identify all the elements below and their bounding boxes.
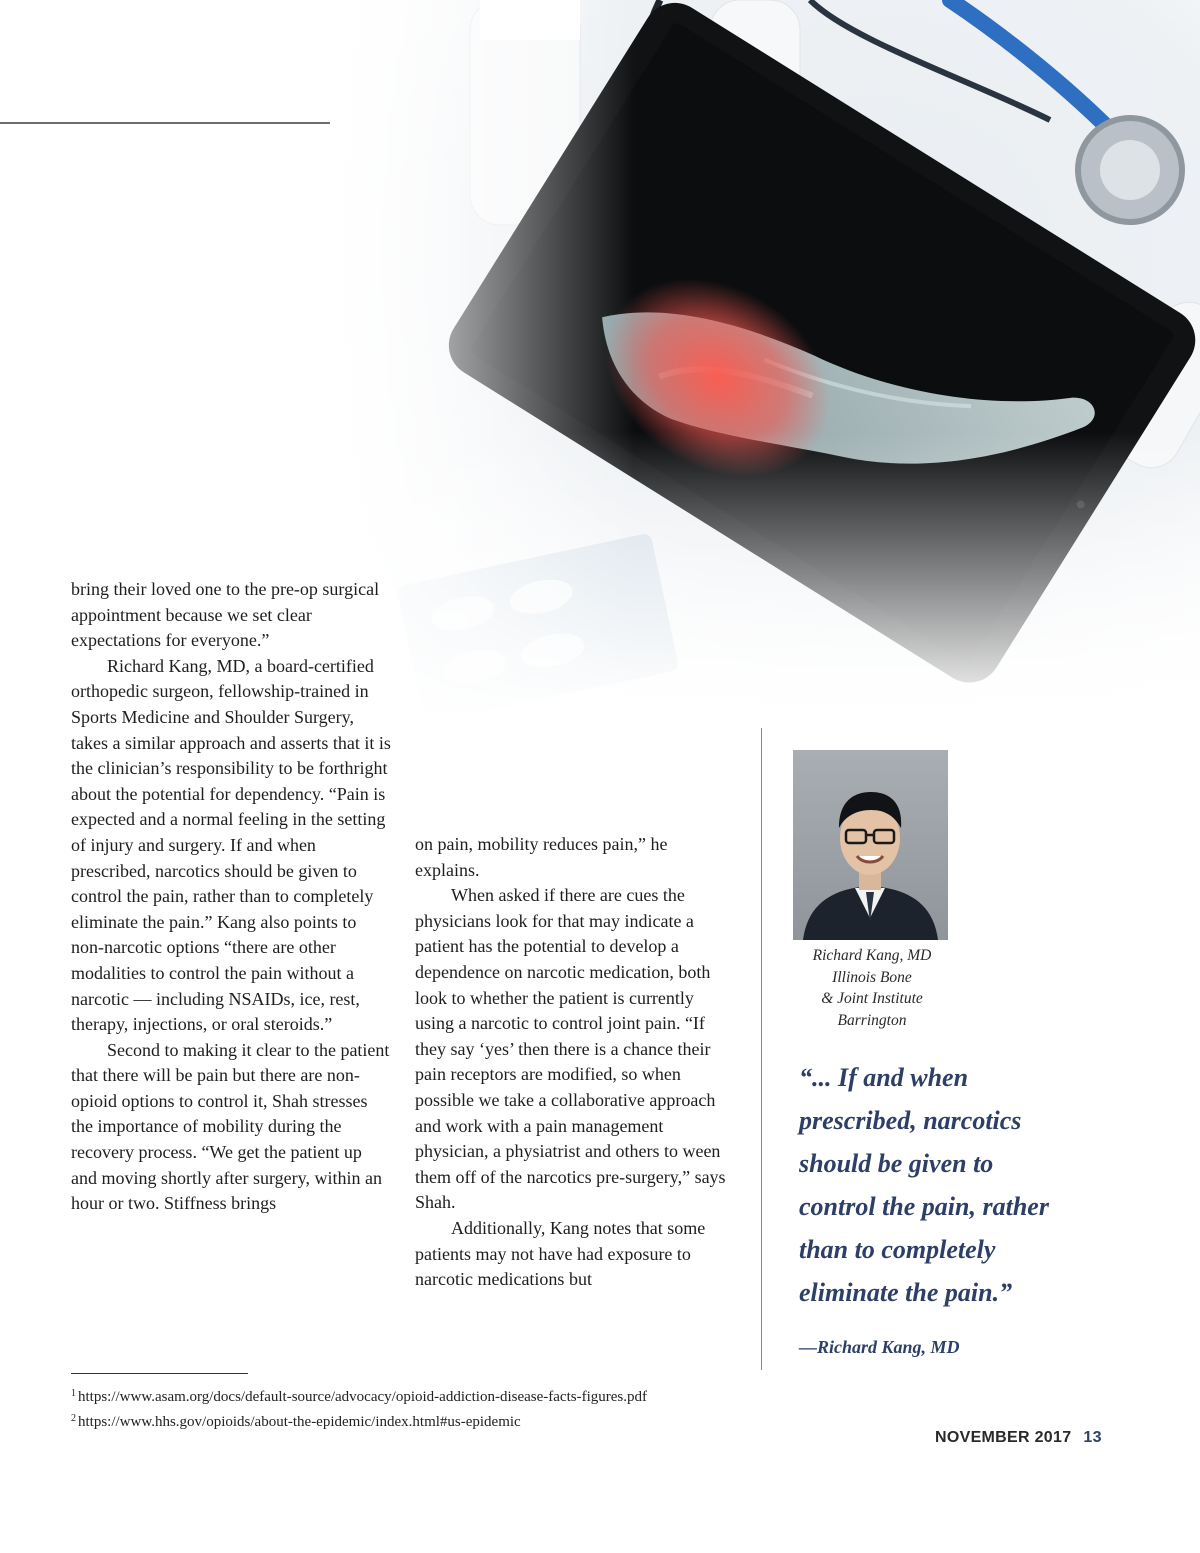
pull-quote-line: should be given to — [799, 1149, 994, 1178]
pull-quote — [799, 1056, 1099, 1314]
paragraph: on pain, mobility reduces pain,” he explains. — [415, 834, 668, 880]
paragraph: Richard Kang, MD, a board-certified orthopedic surgeon, fellowship-trained in Sports Medicine and Shoulder Surgery, takes a similar approach and asserts that it is the clinician’s responsibility to be forthright about the potential for dependency. “Pain is expected and a normal feeling in the setting of injury and surgery. If and when prescribed, narcotics should be given to control the pain, rather than to completely eliminate the pain.” Kang also points to non-narcotic options “there are other modalities to control the pain without a narcotic — including NSAIDs, ice, rest, therapy, injections, or oral steroids.” — [71, 655, 391, 1035]
caption-line: Richard Kang, MD — [812, 947, 932, 964]
footnote-rule — [71, 1373, 248, 1374]
caption-line: Illinois Bone — [832, 968, 912, 986]
issue-date: NOVEMBER 2017 — [935, 1429, 1072, 1446]
pull-quote-attribution: —Richard Kang, MD — [799, 1337, 960, 1357]
article-column-middle — [415, 832, 735, 1293]
footnote-link[interactable]: https://www.asam.org/docs/default-source/advocacy/opioid-addiction-disease-facts-figures.pdf — [78, 1389, 647, 1405]
footnote-link[interactable]: https://www.hhs.gov/opioids/about-the-epidemic/index.html#us-epidemic — [78, 1414, 521, 1430]
pull-quote-line: than to completely — [799, 1235, 996, 1264]
pull-quote-line: prescribed, narcotics — [799, 1106, 1022, 1135]
photo-caption — [793, 945, 951, 1031]
paragraph: Additionally, Kang notes that some patients may not have had exposure to narcotic medications but — [415, 1217, 706, 1290]
page-folio — [935, 1429, 1102, 1447]
footnote-marker: 1 — [71, 1388, 76, 1399]
article-column-left — [71, 577, 391, 1217]
paragraph: bring their loved one to the pre-op surgical appointment because we set clear expectations for everyone.” — [71, 579, 380, 651]
caption-line: & Joint Institute — [821, 990, 923, 1007]
hero-image-xray-tablet — [330, 0, 1200, 720]
caption-line: Barrington — [837, 1011, 907, 1029]
pull-quote-line: eliminate the pain.” — [799, 1278, 1013, 1307]
footnotes — [71, 1383, 647, 1433]
pull-quote-line: “... If and when — [799, 1063, 969, 1092]
pull-quote-line: control the pain, rather — [799, 1192, 1049, 1221]
portrait-photo — [793, 750, 948, 940]
paragraph: Second to making it clear to the patient that there will be pain but there are non-opioid options to control it, Shah stresses the importance of mobility during the recovery process. “We get the patient up and moving shortly after surgery, within an hour or two. Stiffness brings — [71, 1039, 390, 1214]
paragraph: When asked if there are cues the physicians look for that may indicate a patient has the potential to develop a dependence on narcotic medication, both look to whether the patient is currently using a narcotic to control joint pain. “If they say ‘yes’ then there is a chance their pain receptors are modified, so when possible we take a collaborative approach and work with a pain management physician, a physiatrist and others to ween them off of the narcotics pre-surgery,” says Shah. — [415, 885, 726, 1213]
page-number: 13 — [1083, 1429, 1102, 1446]
footnote-2 — [71, 1408, 647, 1433]
footnote-marker: 2 — [71, 1413, 76, 1424]
column-divider — [761, 728, 762, 1370]
footnote-1 — [71, 1383, 647, 1408]
